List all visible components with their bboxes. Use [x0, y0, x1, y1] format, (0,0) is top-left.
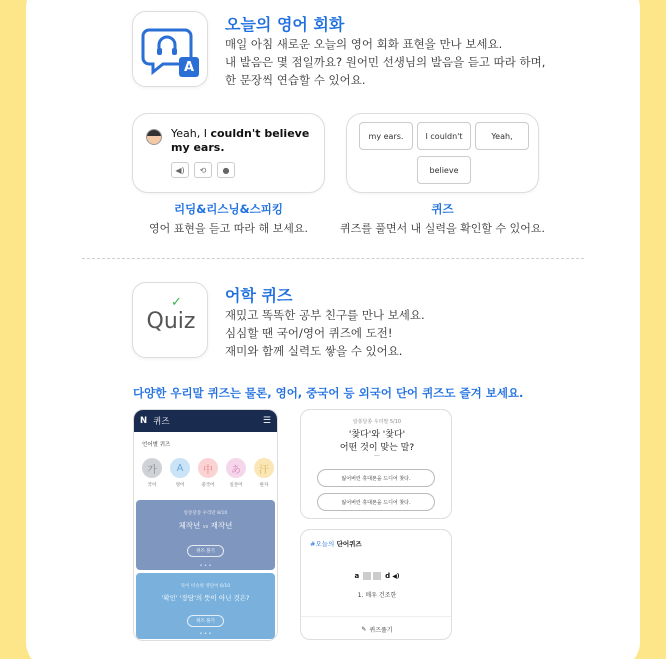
quiz-app-icon [132, 282, 208, 358]
word-quiz-footer[interactable] [301, 616, 452, 640]
badge-letter: A [183, 59, 195, 75]
answer-option[interactable]: 잃어버린 휴대폰을 드디어 찾다. [317, 493, 435, 511]
quiz-card-english[interactable] [136, 573, 275, 639]
quiz-caption-title: 퀴즈 [431, 202, 454, 216]
language-label: 일본어 [229, 483, 243, 488]
blank-box [363, 572, 371, 580]
take-quiz-button[interactable]: 퀴즈 풀기 [187, 615, 224, 627]
quiz-chip[interactable]: Yeah, [475, 122, 529, 150]
section-label: 언어별 퀴즈 [142, 442, 171, 448]
reading-card[interactable] [132, 113, 325, 193]
answer-option[interactable]: 잃어버린 휴대폰을 드디어 찾다. [317, 469, 435, 487]
language-chinese-button[interactable]: 中 [198, 458, 218, 478]
question-line-2: 어떤 것이 맞는 말? [339, 443, 415, 453]
language-english-button[interactable]: A [170, 458, 190, 478]
question-dash: — [374, 452, 380, 459]
language-label: 중국어 [201, 483, 215, 488]
reading-sentence: Yeah, I couldn't believe my ears. [171, 127, 310, 154]
language-hanja-button[interactable]: 汗 [254, 458, 274, 478]
app-title: 퀴즈 [153, 417, 170, 427]
quiz-logo-text: Quiz [146, 309, 196, 334]
card-meta: 뜻이 비슷한 영단어 6/10 [180, 584, 231, 589]
repeat-icon: ⟲ [199, 165, 207, 175]
card-title: '확인' '장담'의 뜻이 아닌 것은? [161, 594, 250, 602]
speaker-icon[interactable]: ◀) [392, 572, 400, 580]
conversation-app-icon [132, 11, 208, 87]
word-hint: 1. 매우 건조한 [357, 592, 397, 599]
language-label: 국어 [147, 483, 157, 488]
word-quiz-title: #오늘의 단어퀴즈 [310, 540, 362, 548]
pencil-icon: ✎ [361, 625, 367, 633]
section-divider [82, 258, 584, 259]
quiz-chip[interactable]: I couldn't [417, 122, 471, 150]
conversation-title: 오늘의 영어 회화 [225, 15, 345, 34]
pagination-dots: • • • [199, 631, 212, 637]
avatar [146, 129, 162, 145]
speaker-icon: ◀) [175, 165, 185, 175]
checkmark-icon: ✓ [171, 295, 182, 310]
card-title: 체작년 vs 재작년 [178, 521, 233, 530]
reading-caption-desc: 영어 표현을 듣고 따라 해 보세요. [148, 222, 309, 235]
quiz-chip[interactable]: believe [417, 156, 471, 184]
desc-line: 한 문장씩 연습할 수 있어요. [225, 73, 366, 87]
quiz-card-korean[interactable] [136, 500, 275, 570]
pagination-dots: • • • [199, 563, 212, 569]
word-quiz-card [300, 529, 452, 640]
speaker-button[interactable] [171, 162, 189, 178]
language-quiz-title: 어학 퀴즈 [225, 286, 293, 305]
take-quiz-button[interactable]: 퀴즈 풀기 [187, 545, 224, 557]
reading-caption-title: 리딩&리스닝&스피킹 [174, 202, 283, 216]
microphone-button[interactable] [217, 162, 235, 178]
repeat-button[interactable] [194, 162, 212, 178]
word-puzzle: a d ◀) [354, 572, 400, 580]
question-line-1: '찾다'와 '찾다' [348, 430, 406, 440]
language-korean-button[interactable]: 가 [142, 458, 162, 478]
question-meta: 알쏭달쏭 우리말 5/10 [352, 419, 402, 425]
menu-icon[interactable]: ☰ [262, 416, 271, 426]
desc-line: 매일 아침 새로운 오늘의 영어 회화 표현을 만나 보세요. [225, 37, 503, 51]
quiz-card[interactable] [346, 113, 539, 193]
desc-line: 재밌고 똑똑한 공부 친구를 만나 보세요. [225, 308, 425, 322]
card-meta: 알쏭달쏭 우리말 8/10 [183, 511, 228, 516]
take-quiz-link[interactable]: 퀴즈풀기 [369, 626, 393, 634]
microphone-icon: ● [222, 165, 230, 175]
language-label: 한자 [259, 483, 269, 488]
conversation-description [225, 35, 585, 89]
quiz-subheading: 다양한 우리말 퀴즈는 물론, 영어, 중국어 등 외국어 단어 퀴즈도 즐겨 보세요. [133, 386, 524, 400]
phone-mockup [133, 409, 278, 641]
naver-logo: N [140, 416, 148, 426]
desc-line: 내 발음은 몇 점일까요? 원어민 선생님의 발음을 듣고 따라 하며, [225, 55, 546, 69]
desc-line: 심심할 땐 국어/영어 퀴즈에 도전! [225, 326, 393, 340]
quiz-caption-desc: 퀴즈를 풀면서 내 실력을 확인할 수 있어요. [339, 222, 546, 235]
blank-box [373, 572, 381, 580]
language-label: 영어 [175, 483, 185, 488]
language-quiz-description [225, 306, 585, 360]
desc-line: 재미와 함께 실력도 쌓을 수 있어요. [225, 344, 403, 358]
quiz-chip[interactable]: my ears. [359, 122, 413, 150]
language-japanese-button[interactable]: あ [226, 458, 246, 478]
question-card [300, 409, 452, 519]
app-header [134, 410, 277, 432]
